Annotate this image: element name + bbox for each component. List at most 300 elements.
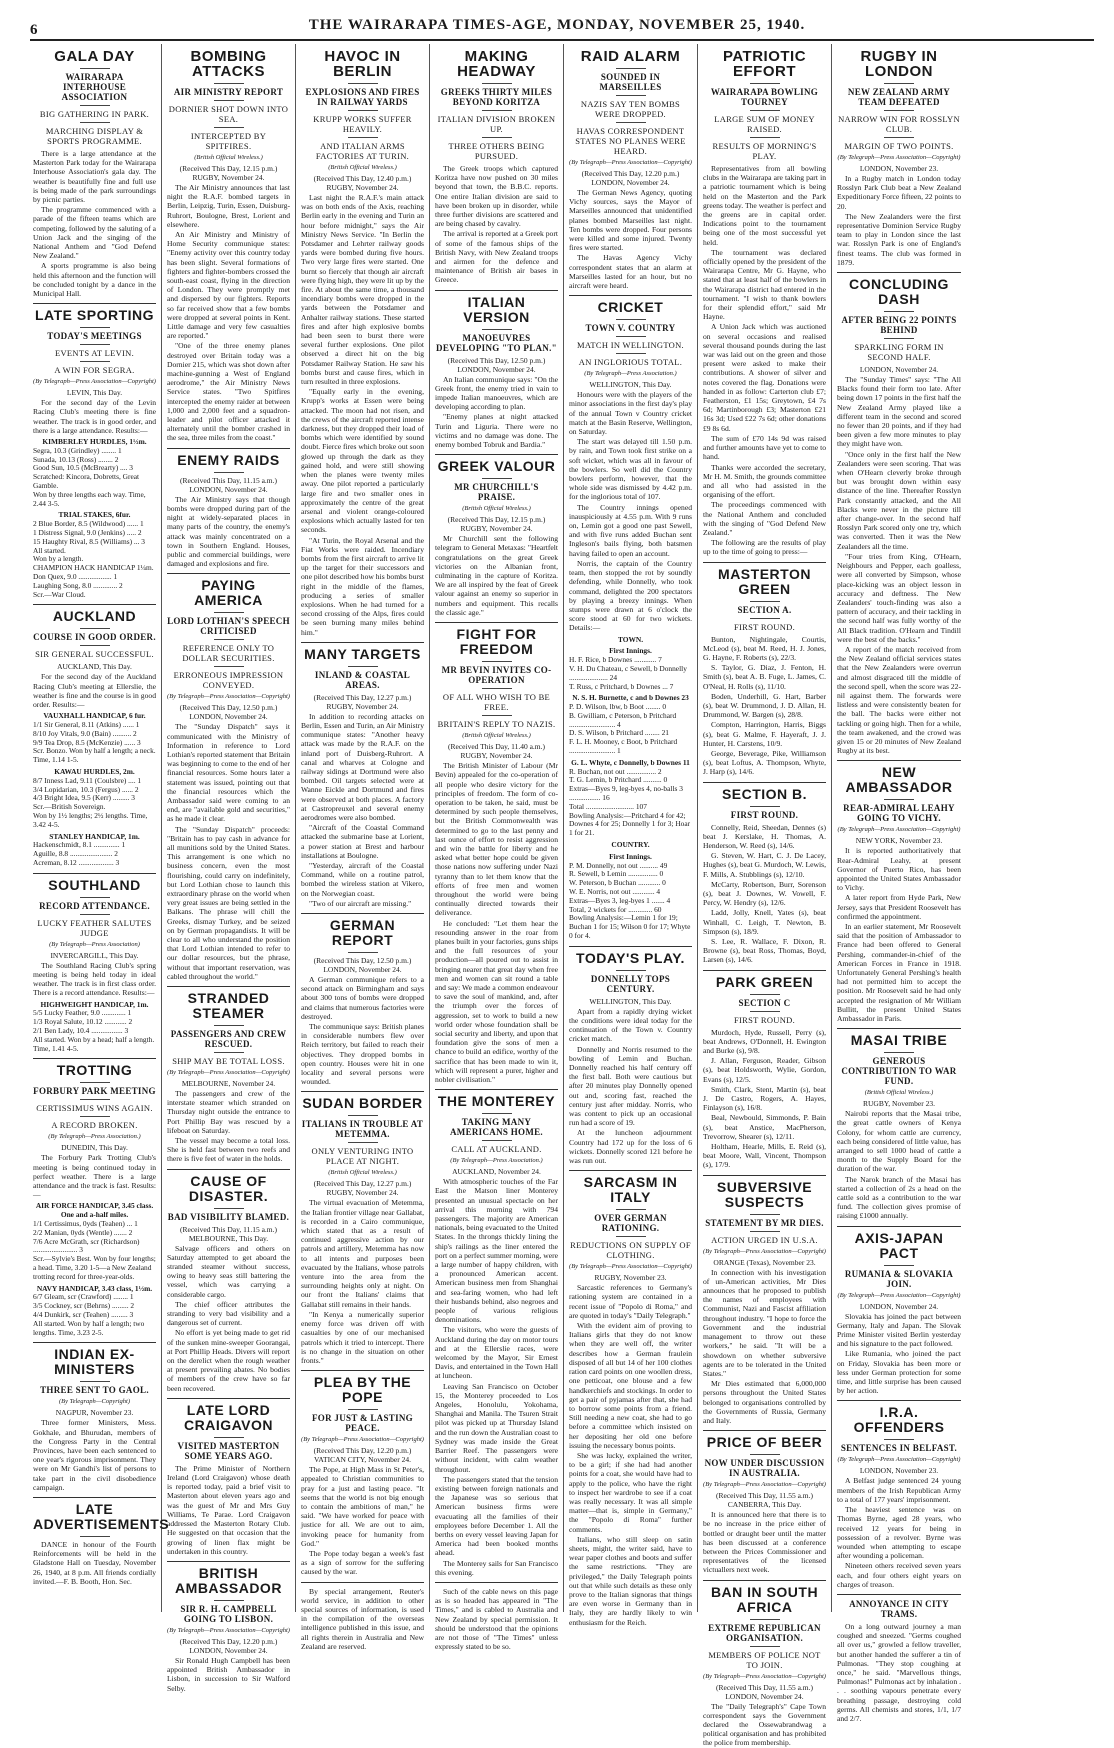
dateline: WELLINGTON, This Day. [589, 996, 672, 1006]
paragraph: Bunton, Nightingale, Courtis, McLeod (s), beat M. Reed, H. J. Jones, G. Hayne, F. Roberts (s), 22/3. [703, 634, 826, 662]
headline-rule [348, 666, 378, 667]
headline-rule [884, 799, 914, 800]
article-divider [837, 1226, 961, 1227]
paragraph: Norris, the captain of the Country team, then stopped the rot by soundly defending, while Donnelly, who took command, delighted the 200 spectators by playing a breezy innings. When stumps were drawn at 6 o'clock the score stood at 60 for two wickets. Details:— [569, 558, 692, 633]
headline: BAN IN SOUTH AFRICA [710, 1583, 819, 1615]
subheading: MR BEVIN INVITES CO-OPERATION [441, 665, 552, 686]
result-line: 4/4 Dunkirk, scr (Teahen) ......... 3 [33, 1309, 134, 1319]
result-line: First Innings. [609, 646, 652, 656]
subheading-rule [348, 137, 378, 138]
headline: AUCKLAND [52, 608, 137, 625]
subheading: REFERENCE ONLY TO DOLLAR SECURITIES. [182, 643, 275, 664]
subheading-rule [80, 645, 110, 646]
result-line: 5/5 Lucky Feather, 9.0 ............. 1 [33, 1008, 132, 1018]
headline-rule [884, 1265, 914, 1266]
article-divider [703, 782, 826, 783]
article [703, 49, 826, 557]
subheading-rule [482, 1140, 512, 1141]
result-line: Good Sun, 10.5 (McBrearty) .... 3 [33, 463, 133, 473]
article [33, 873, 156, 1054]
article [167, 1398, 290, 1556]
headline-rule [214, 1208, 244, 1209]
paragraph: The chief officer attributes the stranding to very bad visibility and a dangerous set of current. [167, 1299, 290, 1328]
paragraph: Boden, Underhill, G. Hart, Barber (s), beat W. Drummond, J. D. Allan, H. Drummond, W. Bargen (s), 28/8. [703, 691, 826, 720]
result-line: 3/4 Lopidarian, 10.3 (Fergus) ...... 2 [33, 784, 139, 794]
subheading: LORD LOTHIAN'S SPEECH CRITICISED [167, 616, 290, 637]
paragraph: DANCE in honour of the Fourth Reinforcements will be held in the Gladstone Hall on Tuesday, November 26, 1940, at 8 p.m. All friends cordially invited.—F. B. Booth, Hon. Sec. [33, 1539, 156, 1586]
dateline: DUNEDIN, This Day. [61, 1143, 128, 1153]
article-divider [167, 573, 290, 574]
paragraph: Salvage officers and others on Saturday attempted to get aboard the stranded steamer without success, owing to heavy seas still battering the vessel, which was carrying a considerable cargo. [167, 1243, 290, 1299]
subheading-rule [884, 137, 914, 138]
newspaper-title: THE WAIRARAPA TIMES-AGE, MONDAY, NOVEMBER 25, 1940. [308, 17, 806, 33]
paragraph: The following are the results of play up to the time of going to press:— [703, 538, 826, 557]
result-line: W. E. Norris, not out ............ 4 [569, 887, 661, 897]
result-line: All started. Won by half a length; two lengths. Time, 3.23 2-5. [33, 1318, 145, 1337]
result-line: Acreman, 8.12 ................... 3 [33, 857, 120, 867]
wire-credit: (British Official Wireless.) [328, 164, 397, 171]
paragraph: J. Allan, Ferguson, Reader, Gibson (s), beat Holdsworth, Wylie, Gordon, Evans (s), 12/5. [703, 1056, 826, 1084]
dateline: (Received This Day, 11.15 a.m.) MELBOURNE, This Day. [180, 1224, 277, 1243]
article-divider [703, 562, 826, 563]
dateline: LONDON, November 23. [859, 164, 939, 173]
subheading-rule [482, 137, 512, 138]
dateline: INVERCARGILL, This Day. [50, 950, 139, 960]
paragraph: The arrival is reported at a Greek port of some of the famous ships of the British Navy, with New Zealand troops and airmen for the defence and maintenance of British air bases in Greece. [435, 229, 558, 285]
result-line: Won by 1½ lengths; 2½ lengths. Time, 3.42 4-5. [33, 810, 148, 829]
headline: RAID ALARM [580, 48, 681, 65]
paragraph: The Pope, at High Mass in St Peter's, appealed to Christian communities to pray for a just and lasting peace. "It seems that the world is not big enough to contain the ambitions of man," he said. "We have worked for peace with justice for all. We are out to aim, invoking peace for humanity from God." [301, 1465, 424, 1548]
dateline: LONDON, November 23. [859, 1466, 939, 1476]
paragraph: The passengers and crew of the interstate steamer which stranded on Thursday night outside the entrance to Port Phillip Bay was rescued by a lifeboat on Saturday. [167, 1089, 290, 1135]
subheading-rule [214, 666, 244, 667]
result-line: Extras—Byes 3, leg-byes 1 ....... 4 [569, 895, 671, 905]
subheading: PASSENGERS AND CREW RESCUED. [170, 1029, 287, 1049]
page-number: 6 [30, 22, 38, 38]
paragraph: The visitors, who were the guests of Auckland during the day on motor tours and at the Ellerslie races, were welcomed by the Mayor, Sir Ernest Davis, and entertained in the Town Hall at luncheon. [435, 1325, 558, 1381]
headline: TROTTING [56, 1062, 133, 1079]
wire-credit: (By Telegraph—Press Association—Copyright) [837, 154, 961, 161]
headline-rule [80, 628, 110, 629]
dateline: AUCKLAND, This Day. [57, 662, 132, 672]
subheading: REAR-ADMIRAL LEAHY GOING TO VICHY. [843, 803, 955, 824]
wire-credit: (British Official Wireless.) [328, 1169, 397, 1177]
headline: TODAY'S PLAY. [576, 949, 685, 966]
result-line: Extras—Byes 9, leg-byes 4, no-balls 3 ................. 16 [569, 784, 683, 803]
subheading: THREE OTHERS BEING PURSUED. [448, 141, 545, 161]
article-divider [837, 760, 961, 761]
subheading-rule [80, 122, 110, 123]
subheading: FIRST ROUND. [730, 809, 799, 820]
article-divider [703, 1175, 826, 1176]
headline-rule [214, 1437, 244, 1438]
article-divider [703, 1430, 826, 1431]
article [435, 1089, 558, 1577]
result-line: Aguille, 8.8 ....................... 2 [33, 849, 118, 859]
paragraph: Such of the cable news on this page as is so headed has appeared in "The Times," and is cabled to Australia and New Zealand by special permission. It should be understood that the opinions are not those of "The Times" unless expressly stated to be so. [435, 1586, 558, 1652]
subheading-rule [80, 914, 110, 915]
paragraph: "Four tries from King, O'Hearn, Neighbours and Pepper, each goalless, were all converted by Simpson, whose place-kicking was an object lesson in accuracy and deftness. The New Zealanders' touch-finding was also a pattern of accuracy, and their tackling in the second half was fully worthy of the All Black tradition. O'Hearn and Tindill were the best of the backs." [837, 551, 961, 644]
subheading: STATEMENT BY MR DIES. [705, 1217, 824, 1228]
subheading-rule [482, 715, 512, 716]
result-line: P. M. Donnelly, not out .......... 49 [569, 860, 668, 870]
headline: CONCLUDING DASH [849, 276, 949, 308]
paragraph: No effort is yet being made to get rid of the sunken mine-sweeper Goorangai, at Port Phillip Heads. Divers will report on the derelict when the rough weather at present prevailing abates. No bodies of members of the crew have so far been recovered. [167, 1328, 290, 1393]
subheading: NEW ZEALAND ARMY TEAM DEFEATED [847, 87, 951, 107]
wire-credit: (By Telegraph—Press Association—Copyright) [167, 1626, 290, 1634]
article-divider [167, 986, 290, 987]
paragraph: "Aircraft of the Coastal Command attacked the submarine base at Lorient, a power station at Brest and harbour installations at Boulogne. [301, 823, 424, 860]
column-1 [28, 44, 170, 1612]
article [301, 642, 424, 908]
subheading: AIR MINISTRY REPORT [173, 87, 284, 97]
article [301, 1370, 424, 1576]
result-line: All started. [33, 545, 66, 555]
subheading: BAD VISIBILITY BLAMED. [167, 1211, 290, 1222]
paragraph: With the evident aim of proving to Italians girls that they do not know when they are well off, the writer describes how a German fraulein disposed of all but 14 of her 100 clothes ration card points on one woollen dress, one petticoat, one blouse and a few handkerchiefs and stockings. In order to get a pair of pyjamas after that, she had to borrow some points from a friend. Still needing a new coat, she had to go before a committee which insisted on her depositing her old one before issuing the necessary bonus points. [569, 1321, 692, 1450]
paragraph: S. Lee, R. Wallace, F. Dixon, R. Browne (s), beat Ross, Thomas, Boyd, Larsen (s), 14/6. [703, 937, 826, 965]
paragraph: The German News Agency, quoting Vichy sources, says the Mayor of Marseilles announced that unidentified planes bombed Marseilles last night. Ten bombs were dropped. Four persons were killed and some injured. Twenty fires were started. [569, 188, 692, 253]
headline: SOUTHLAND [48, 876, 141, 893]
paragraph: The Greek troops which captured Koritza have now pushed on 30 miles beyond that town, the B.B.C. reports. One entire Italian division are said to have been broken up in disorder, while three further divisions are scattered and are being chased by cavalry. [435, 164, 558, 229]
article [33, 1058, 156, 1337]
subheading: LARGE SUM OF MONEY RAISED. [714, 114, 815, 134]
headline-rule [80, 68, 110, 69]
paragraph: Smith, Clark, Stent, Martin (s), beat J. De Castro, Rogers, A. Hayes, Finlayson (s), 16/8. [703, 1084, 826, 1113]
result-line: All started. Won by a head; half a length. Time, 1.41 4-5. [33, 1034, 155, 1053]
article-divider [33, 604, 156, 605]
subheading: WAIRARAPA INTERHOUSE ASSOCIATION [61, 72, 128, 102]
article [703, 1580, 826, 1748]
paragraph: The "Sunday Dispatch" says it communicated with the Ministry of Information in reference to Lord Lothian's reported statement that Britain was beginning to come to the end of her financial resources. Some hours later a statement was issued, pointing out that the financial resources which the Ambassador said were coming to an end, are "available gold and securities," as he made it clear. [167, 722, 290, 824]
paragraph: A German communique refers to a second attack on Birmingham and says about 300 tons of bombs were dropped and claims that numerous factories were destroyed. [301, 975, 424, 1021]
paragraph: The tournament was declared officially opened by the president of the Wairarapa Centre, Mr G. Hayne, who stated that at least half of the bowlers in the Wairarapa district had entered in the tournament. "I wish to thank bowlers for their splendid effort," said Mr Hayne. [703, 247, 826, 322]
article [837, 272, 961, 755]
result-line: Scr.—War Cloud. [33, 589, 86, 599]
result-line: Hackenschmidt, 8.1 .............. 1 [33, 840, 126, 850]
headline-rule [214, 83, 244, 84]
article-divider [435, 1582, 558, 1583]
paragraph: In an earlier statement, Mr Roosevelt said that the position of Ambassador to France had been offered to General Pershing, commander-in-chief of the American Forces in France in 1918. Unfortunately General Pershing's health had not permitted him to accept the position. Mr Roosevelt said he had only accepted the resignation of Mr William Bullitt, the present United States Ambassador in Paris. [837, 921, 961, 1024]
subheading: RECORD ATTENDANCE. [39, 900, 150, 911]
subheading: TAKING MANY AMERICANS HOME. [449, 1117, 543, 1138]
paragraph: The "Sunday Times" says: "The All Blacks found their form too late. After being down 17 points in the first half the New Zealand Army played like a different team in the second and scored no fewer than 20 points, and if they had been given a few more minutes to play they might have won. [837, 375, 961, 449]
subheading-rule [80, 1116, 110, 1117]
headline-rule [884, 1052, 914, 1053]
result-line: Total, 2 wickets for ............. 60 [569, 904, 662, 914]
headline: CRICKET [597, 299, 664, 316]
article [703, 782, 826, 965]
headline-rule [616, 970, 646, 971]
headline-rule [616, 1209, 646, 1210]
headline: PAYING AMERICA [194, 577, 263, 609]
wire-credit: (By Telegraph—Press Association—Copyright) [167, 693, 290, 701]
paragraph: For the second day of the Auckland Racing Club's meeting at Ellerslie, the weather is fine and the course is in good order. Results:— [33, 672, 156, 710]
paragraph: In a Rugby match in London today Rosslyn Park Club beat a New Zealand Expeditionary Force fifteen, 22 points to 20. [837, 174, 961, 211]
headline-rule [482, 478, 512, 479]
subheading: THREE SENT TO GAOL. [40, 1385, 149, 1396]
result-line: Scratched: Kincora, Dobretts, Great Gamble. [33, 472, 140, 491]
article-divider [167, 448, 290, 449]
paragraph: Representatives from all bowling clubs in the Wairarapa are taking part in a patriotic tournament which is being held on the Masterton and the Park greens today. The weather is perfect and the greens are in capital order. Indications point to the tournament being one of the most successful yet held. [703, 164, 826, 247]
article-divider [33, 303, 156, 304]
headline: CAUSE OF DISASTER. [188, 1172, 269, 1204]
paragraph: Honours were with the players of the minor associations in the first day's play of the annual Town v Country cricket match at the Basin Reserve, Wellington, on Saturday. [569, 390, 692, 437]
article-divider [167, 1398, 290, 1399]
paragraph: Like Rumania, who joined the pact on Friday, Slovakia has been more or less under German protection for some time, and little surprise has been caused by her action. [837, 1349, 961, 1396]
subheading: AN INGLORIOUS TOTAL. [578, 357, 683, 368]
paragraph: The heaviest sentence was on Thomas Byrne, aged 28 years, who received 12 years for being in possession of a revolver. Byrne was wounded when attempting to escape after wounding a policeman. [837, 1505, 961, 1561]
paragraph: Compton, Harrington, Harris, Biggs (s), beat G. Malme, F. Hayeraft, J. J. Hunter, H. Carstens, 10/9. [703, 720, 826, 748]
dateline: RUGBY, November 23. [594, 1273, 667, 1283]
dateline: LONDON, November 24. [859, 1301, 939, 1311]
article-divider [569, 946, 692, 947]
article-divider [301, 1091, 424, 1092]
dateline: (Received This Day, 12.40 p.m.) RUGBY, November 24. [313, 174, 412, 192]
subheading: BIG GATHERING IN PARK. [39, 109, 150, 119]
headline: GALA DAY [54, 48, 135, 65]
paragraph: Three former Ministers, Mess. Gokhale, and Bhurudan, members of the Congress Party in the Central Provinces, have been each sentenced to one year's rigorous imprisonment. They were on Mr Gandhi's list of persons to take part in the civil disobedience campaign. [33, 1418, 156, 1492]
headline-rule [750, 1619, 780, 1620]
paragraph: The Pope today began a week's fast as a sign of sorrow for the suffering caused by the war. [301, 1548, 424, 1577]
dateline: (Received This Day, 12.27 p.m.) RUGBY, November 24. [313, 692, 412, 711]
paragraph: "Two of our aircraft are missing." [309, 898, 412, 908]
subheading: FIRST ROUND. [733, 1014, 796, 1025]
paragraph: The proceedings commenced with the National Anthem and concluded with the singing of "God Defend New Zealand." [703, 500, 826, 537]
result-line: N. S. H. Burnette, c and b Downes 23 [572, 693, 689, 703]
article-divider [837, 1594, 961, 1595]
dateline: (Received This Day, 11.15 a.m.) LONDON, November 24. [180, 475, 277, 494]
paragraph: It is announced here that there is to be no increase in the price either of bottled or draught beer until the matter has been discussed at a conference between the Prices Commissioner and representatives of the licensed victuallers next week. [703, 1510, 826, 1575]
article [33, 303, 156, 599]
headline-rule [348, 83, 378, 84]
article [837, 49, 961, 267]
paragraph: "Equally early in the evening, Krupp's works at Essen were being attacked. The moon had not risen, and the crews of the aircraft reported intense darkness, but they dropped their load of bombs which were identified by sound doubt. Fierce fires which broke out soon glowed up through the dark as they gained hold, and were still showing when the planes were twenty miles away. One pilot reported a particularly large fire and two smaller ones in approximately the centre of the great arsenal and violent orange-coloured explosions which actually lasted for ten seconds. [301, 387, 424, 535]
result-line: 6/7 Gleam, scr (Crawford) ........ 1 [33, 1292, 134, 1302]
headline: BRITISH AMBASSADOR [175, 1564, 282, 1596]
subheading: MEMBERS OF POLICE NOT TO JOIN. [708, 1649, 821, 1670]
wire-credit: (By Telegraph—Press Association—Copyright) [301, 1436, 424, 1444]
article [837, 760, 961, 1023]
subheading: CALL AT AUCKLAND. [451, 1144, 542, 1155]
paragraph: McCarty, Robertson, Burr, Sorenson (s), beat J. Downes, W. Vowell, F. Percy, W. Hendry (s), 12/6. [703, 879, 826, 908]
paragraph: The Air Ministry says that though bombs were dropped during part of the night at widely-separated places in many parts of the country, the enemy's attack was mainly concentrated on a town in Southern England. Houses, public and commercial buildings, were damaged and explosions and fire. [167, 494, 290, 569]
article [837, 1028, 961, 1220]
paragraph: The Havas Agency Vichy correspondent states that an alarm at Marseilles lasted for an hour, but no aircraft were heard. [569, 253, 692, 291]
article [837, 1400, 961, 1588]
headline-rule [80, 1082, 110, 1083]
subheading: BRITAIN'S REPLY TO NAZIS. [437, 719, 556, 730]
paragraph: The British Minister of Labour (Mr Bevin) appealed for the co-operation of all people who desire victory for the principles of freedom. The form of co-operation to be taken, he said, must be determined by such people themselves, but the British Commonwealth was determined to go to the last penny and last ounce of effort to resist aggression and win the battle for liberty and he asked what better hope could be given those nations now suffering under Nazi tyranny than to let them know that the efforts of free men and women throughout the world were being continually directed towards their deliverance. [435, 761, 558, 918]
result-line: B. Gwilliam, c Peterson, b Pritchard ......................... 4 [569, 710, 677, 729]
article [301, 49, 424, 637]
paragraph: The passengers stated that the tension existing between foreign nationals and the Japanese was so serious that American business firms were evacuating all the families of their employees before December 1. All the berths on every vessel leaving Japan for America had been booked months ahead. [435, 1474, 558, 1558]
headline-rule [750, 806, 780, 807]
headline: PARK GREEN [715, 973, 814, 990]
article [435, 1582, 558, 1651]
subheading-rule [80, 361, 110, 362]
headline: LATE SPORTING [34, 307, 155, 324]
column-5 [564, 44, 698, 1627]
paragraph: The New Zealanders were the first representative Dominion Service Rugby team to play in London since the last war. Rosslyn Park is one of England's finest teams. The club was formed in 1879. [837, 211, 961, 267]
paragraph: The communique says: British planes in considerable numbers flew over Reich territory, but failed to reach their objectives. They dropped bombs in open country. Houses were hit in one locality and several persons were wounded. [301, 1022, 424, 1087]
headline: NEW AMBASSADOR [845, 764, 953, 796]
article [703, 970, 826, 1170]
dateline: (Received This Day, 12.50 p.m.) LONDON, November 24. [447, 355, 546, 374]
result-line: CHAMPION HACK HANDICAP 1¼m. [33, 563, 154, 573]
paragraph: The vessel may become a total loss. She is held fast between two reefs and there is five feet of water in the holds. [167, 1136, 290, 1164]
column-6 [698, 44, 832, 1748]
headline: THE MONTEREY [437, 1093, 556, 1110]
paragraph: In addition to recording attacks on Berlin, Essen and Turin, an Air Ministry communique states: "Another heavy attack was made by the R.A.F. on the inland port of Duisberg-Ruhrort. A canal and wharves at Cologne and railway sidings at Dortmund were also bombed. Oil targets selected were at Wanne Eickle and Dortmund and fires were observed at both places. A factory at Castropreuxel and several enemy aerodromes were also bombed. [301, 711, 424, 822]
subheading-rule [750, 618, 780, 619]
paragraph: Holtham, Hearle, Mills, E. Reid (s), beat Moore, Wall, Vincent, Thompson (s), 17/9. [703, 1142, 826, 1170]
paragraph: Connelly, Reid, Sheedan, Dennes (s) beat J. Kerslake, H. Thomas, A. Henderson, W. Reed (s), 14/6. [703, 822, 826, 850]
subheading: CERTISSIMUS WINS AGAIN. [36, 1103, 153, 1114]
dateline: (Received This Day, 11.40 a.m.) RUGBY, November 24. [448, 742, 545, 761]
result-line: Sunada, 10.13 (Ross) ........ 2 [33, 454, 119, 464]
subheading-rule [616, 353, 646, 354]
result-line: AIR FORCE HANDICAP, 3.45 class. One and a-half miles. [35, 1201, 154, 1220]
paragraph: The Forbury Park Trotting Club's meeting is being continued today in perfect weather. There is a large attendance and the track is fast. Results:— [33, 1153, 156, 1200]
result-line: STANLEY HANDICAP, 1m. [49, 831, 140, 841]
dateline: AUCKLAND, November 24. [452, 1167, 541, 1177]
article [435, 290, 558, 450]
article [569, 946, 692, 1165]
subheading: TOWN V. COUNTRY [585, 323, 676, 334]
article [703, 1430, 826, 1574]
headline: SUBVERSIVE SUSPECTS [716, 1178, 813, 1210]
subheading: KRUPP WORKS SUFFER HEAVILY. [313, 114, 412, 134]
subheading: NAZIS SAY TEN BOMBS WERE DROPPED. [580, 99, 681, 119]
wire-credit: (By Telegraph—Press Association—Copyright) [167, 1069, 290, 1076]
paragraph: "Enemy planes at night attacked Turin and Liguria. There were no victims and no damage was done. The enemy bombed Tobruk and Bardia." [435, 412, 558, 450]
subheading: ITALIAN DIVISION BROKEN UP. [437, 114, 556, 134]
paragraph: By special arrangement, Reuter's world service, in addition to other special sources of information, is used in the compilation of the overseas intelligence published in this issue, and all rights therein in Australia and New Zealand are reserved. [301, 1586, 424, 1651]
article-divider [703, 970, 826, 971]
subheading: TODAY'S MEETINGS [47, 331, 142, 342]
paragraph: Sir Ronald Hugh Campbell has been appointed British Ambassador in Lisbon, in succession to Sir Walford Selby. [167, 1655, 290, 1693]
result-line: TOWN. [617, 634, 644, 644]
subheading: DORNIER SHOT DOWN INTO SEA. [168, 104, 289, 124]
dateline: (Received This Day, 12.50 p.m.) LONDON, November 24. [179, 703, 278, 722]
wire-credit: (British Official Wireless.) [864, 1089, 934, 1097]
headline: ITALIAN VERSION [463, 293, 530, 325]
result-line: COUNTRY. [611, 840, 650, 850]
result-line: R. Sewell, b Lemin ................ 0 [569, 869, 664, 879]
result-line: 4/3 Bright Idea, 9.5 (Kerr) ......... 3 [33, 793, 136, 803]
subheading: SECTION C [738, 997, 791, 1008]
wire-credit: (By Telegraph—Press Association.) [450, 1157, 543, 1165]
masthead-rule [30, 39, 1094, 41]
result-line: 2/2 Manian, 0yds (Wentle) ....... 2 [33, 1227, 133, 1237]
paragraph: He concluded: "Let them hear the resounding answer in the roar from planes built in your factories, guns ships and the full resources of your production—all poured out to assist in bringing nearer that great day when free men and women can sit round a table and say: We made a common endeavour to save the soul of mankind, and, after the triumph over the forces of aggression, set to work to build a new world order whose foundation shall be social security and liberty, and upon that foundation give the sons of men a chance to build an edifice, worthy of the sacrifice that has been made to win it, which will represent a purer, higher and nobler civilisation." [435, 918, 558, 1084]
paragraph: The start was delayed till 1.50 p.m. by rain, and Town took first strike on a soft wicket, which was all in favour of the bowlers. So well did the Country bowlers perform, however, that the whole side was dismissed by 4.42 p.m. for the inglorious total of 107. [569, 437, 692, 502]
dateline: MELBOURNE, November 24. [181, 1079, 276, 1088]
subheading: SOUNDED IN MARSEILLES [599, 72, 662, 92]
article-divider [569, 1170, 692, 1171]
paragraph: A sports programme is also being held this afternoon and the function will be concluded tonight by a dance in the Municipal Hall. [33, 261, 156, 299]
article [703, 562, 826, 777]
headline: FIGHT FOR FREEDOM [456, 626, 537, 658]
wire-credit: (By Telegraph—Press Association—Copyright) [569, 1263, 692, 1271]
article-divider [435, 290, 558, 291]
headline: MANY TARGETS [304, 645, 421, 662]
headline-rule [884, 1439, 914, 1440]
wire-credit: (By Telegraph—Press Association—Copyright) [837, 1456, 961, 1464]
paragraph: There is a large attendance at the Masterton Park today for the Wairarapa Interhouse Association's gala day. The weather is beautifully fine and full use is being made of the park surroundings by picnic parties. [33, 149, 156, 205]
wire-credit: (British Official Wireless.) [462, 505, 531, 513]
subheading: RUMANIA & SLOVAKIA JOIN. [844, 1268, 954, 1289]
article-divider [33, 1058, 156, 1059]
subheading-rule [616, 1236, 646, 1237]
article-divider [33, 1497, 156, 1498]
subheading-rule [884, 110, 914, 111]
subheading: SHIP MAY BE TOTAL LOSS. [172, 1056, 285, 1066]
result-line: 9/9 Tea Drop, 8.5 (McKenzie) ...... 3 [33, 737, 141, 747]
paragraph: For the second day of the Levin Racing Club's meeting there is fine weather. The track is in good order, and there is a large attendance. Results:— [33, 398, 156, 435]
article [569, 295, 692, 941]
result-line: 2 Blue Border, 8.5 (Wildwood) ...... 1 [33, 519, 144, 529]
subheading: WAIRARAPA BOWLING TOURNEY [710, 87, 819, 107]
result-line: 3/5 Cockney, scr (Behrns) ......... 2 [33, 1301, 135, 1311]
article [301, 1091, 424, 1365]
article [33, 604, 156, 867]
article-divider [167, 1169, 290, 1170]
subheading: MATCH IN WELLINGTON. [577, 340, 684, 351]
subheading: FOR JUST & LASTING PEACE. [311, 1413, 413, 1434]
paragraph: Nairobi reports that the Masai tribe, the great cattle owners of Kenya Colony, for whom cattle are currency, each being considered of little value, has arranged to sell 1000 head of cattle a month to the Supply Board for the duration of the war. [837, 1109, 961, 1174]
dateline: (Received This Day, 11.55 a.m.) CANBERRA, This Day. [716, 1491, 813, 1510]
headline-rule [348, 952, 378, 953]
result-line: Bowling Analysis:—Lemin 1 for 19; Buchan 1 for 15; Wilson 0 for 17; Whyte 0 for 4. [569, 913, 691, 941]
dateline: (Received This Day, 12.15 p.m.) RUGBY, November 24. [447, 515, 546, 534]
article [837, 1226, 961, 1396]
result-line: F. L. H. Mooney, c Boot, b Pritchard ......................... 1 [569, 737, 678, 756]
result-line: Total .......................... 107 [569, 801, 647, 811]
paragraph: A later report from Hyde Park, New Jersey, says that President Roosevelt has confirmed the appointment. [837, 893, 961, 921]
result-line: Won by a length. [33, 554, 84, 564]
article [167, 448, 290, 569]
wire-credit: (By Telegraph—Press Association—Copyright) [837, 826, 961, 834]
headline-rule [482, 1113, 512, 1114]
subheading-rule [214, 1052, 244, 1053]
headline: PRICE OF BEER [706, 1434, 823, 1451]
subheading-rule [80, 1099, 110, 1100]
result-line: Won by three lengths each way. Time, 2.44 3-5. [33, 489, 146, 508]
subheading: NARROW WIN FOR ROSSLYN CLUB. [838, 114, 960, 134]
subheading: EVENTS AT LEVIN. [54, 348, 134, 359]
article-divider [33, 1342, 156, 1343]
paragraph: With atmospheric touches of the Far East the Matson liner Monterey presented an unusual spectacle on her arrival this morning with 794 passengers. The majority are American nationals, being evacuated to the United States. In the throngs thickly lining the ship's railings as the liner entered the port on a perfect summer morning, were a large number of happy children, with a pronounced American accent. American business men from Shanghai and sea-faring women, who had left their husbands behind, also negroes and people of various religious denominations. [435, 1177, 558, 1325]
article [33, 1497, 170, 1586]
result-line: W. Peterson, b Buchan ............ 0 [569, 878, 666, 888]
wire-credit: (British Official Wireless.) [194, 154, 263, 161]
subheading: LUCKY FEATHER SALUTES JUDGE [37, 917, 152, 938]
headline: SECTION B. [721, 785, 808, 802]
wire-credit: (By Telegraph—Copyright) [58, 1398, 131, 1406]
wire-credit: (By Telegraph—Press Association—Copyright) [33, 378, 156, 386]
paragraph: A Union Jack which was auctioned on several occasions and realised several thousand pounds during the last war was laid out on the green and those present were asked to make their contributions. A shower of silver and notes covered the flag. Donations were handed in as follow: Carterton club £7; Featherston, £1 15s; Greytown, £4 7s 6d; Martinborough £3; Masterton £21 16s 3d; Used £22 7s 6d; other donations £9 8s 6d. [703, 322, 826, 433]
result-line: 2/1 Ben Lady, 10.4 ................. 3 [33, 1025, 129, 1035]
article [837, 1594, 961, 1723]
paragraph: The Monterey sails for San Francisco this evening. [435, 1558, 558, 1577]
masthead [0, 0, 1114, 40]
headline-rule [214, 1025, 244, 1026]
wire-credit: (By Telegraph—Press Association—Copyright) [837, 1291, 961, 1299]
paragraph: The "Sunday Dispatch" proceeds: "Britain has to pay cash in advance for all munitions sold by the United States. This arrangement is one which no business concern, even the most flourishing, could carry on indefinitely, but Lord Lothian chose to launch this extraordinary phrase on the world when very great issues are being settled in the Balkans. The phrase will chill the Greeks, dismay Turkey, and be seized on by German propagandists. It will be clear to all who understand the position that Lord Lothian intended to refer to our dollar resources, but the phrase, without that important reservation, was cabled throughout the world." [167, 824, 290, 981]
article [301, 913, 424, 1086]
